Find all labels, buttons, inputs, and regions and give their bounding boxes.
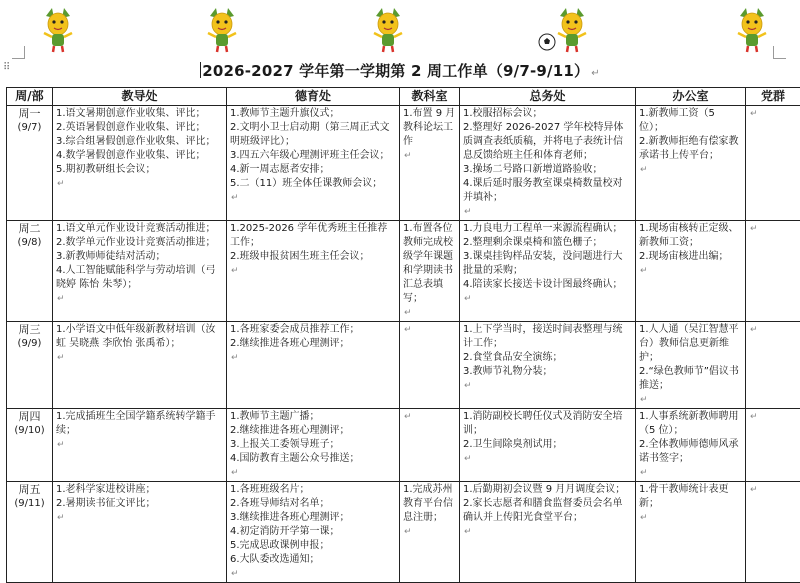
- paragraph-mark-icon: ↵: [404, 527, 412, 537]
- task-entry: 1.校服招标会议；: [463, 107, 632, 121]
- soccer-ball-icon: [536, 30, 558, 54]
- day-date: (9/11): [10, 497, 49, 511]
- col-header-admin-office: 办公室: [636, 88, 746, 106]
- day-cell: [7, 106, 53, 221]
- task-entry: 1.2025-2026 学年优秀班主任推荐工作；: [230, 222, 396, 250]
- cell-general-affairs[interactable]: [460, 409, 636, 482]
- cell-teaching[interactable]: [53, 221, 227, 322]
- cell-research[interactable]: [400, 221, 460, 322]
- col-header-party: 党群: [746, 88, 800, 106]
- task-entry: 2.各班导师结对名单；: [230, 497, 396, 511]
- task-entry: 2.食堂食品安全演练；: [463, 351, 632, 365]
- paragraph-mark-icon: ↵: [57, 179, 65, 189]
- cell-admin[interactable]: [636, 409, 746, 482]
- task-entry: 2.全体教师师德师风承诺书签字；: [639, 438, 742, 466]
- paragraph-mark-icon: ↵: [464, 294, 472, 304]
- task-entry: 1.语文单元作业设计竞赛活动推进；: [56, 222, 223, 236]
- paragraph-mark-icon: ↵: [404, 412, 412, 422]
- paragraph-mark-icon: ↵: [464, 381, 472, 391]
- task-entry: 2.新教师拒绝有偿家教承诺书上传平台；: [639, 135, 742, 163]
- corn-mascot-icon: [38, 6, 78, 54]
- day-cell: [7, 409, 53, 482]
- cell-admin[interactable]: [636, 106, 746, 221]
- task-entry: 3.四五六年级心理测评班主任会议；: [230, 149, 396, 163]
- col-header-teaching-office: 教导处: [53, 88, 227, 106]
- task-entry: 4.数学暑假创意作业收集、评比；: [56, 149, 223, 163]
- task-entry: 1.布置 9 月教科论坛工作: [403, 107, 456, 149]
- table-row: [7, 106, 800, 221]
- task-entry: 1.人事系统新教师聘用（5 位）；: [639, 410, 742, 438]
- task-entry: 1.完成苏州教育平台信息注册；: [403, 483, 456, 525]
- paragraph-mark-icon: ↵: [57, 440, 65, 450]
- task-entry: 4.陪读家长接送卡设计图最终确认；: [463, 278, 632, 292]
- cell-party[interactable]: [746, 409, 800, 482]
- cell-general-affairs[interactable]: [460, 221, 636, 322]
- day-name: 周三: [10, 323, 49, 337]
- task-entry: 4.国防教育主题公众号推送；: [230, 452, 396, 466]
- paragraph-mark-icon: ↵: [464, 527, 472, 537]
- task-entry: 1.教师节主题广播；: [230, 410, 396, 424]
- cell-research[interactable]: [400, 322, 460, 409]
- cell-party[interactable]: [746, 106, 800, 221]
- document-title: [0, 60, 800, 81]
- cell-moral[interactable]: [227, 221, 400, 322]
- task-entry: 3.教师节礼物分装；: [463, 365, 632, 379]
- paragraph-mark-icon: ↵: [231, 266, 239, 276]
- corn-mascot-icon: [552, 6, 592, 54]
- task-entry: 5.二（11）班全体任课教师会议；: [230, 177, 396, 191]
- task-entry: 1.语文暑期创意作业收集、评比；: [56, 107, 223, 121]
- paragraph-mark-icon: ↵: [464, 207, 472, 217]
- task-entry: 2.整理剩余课桌椅和篮色栅子；: [463, 236, 632, 250]
- paragraph-mark-icon: ↵: [750, 412, 758, 422]
- task-entry: 1.力良电力工程单一来源流程确认；: [463, 222, 632, 236]
- paragraph-mark-icon: ↵: [640, 513, 648, 523]
- paragraph-mark-icon: ↵: [231, 193, 239, 203]
- cell-party[interactable]: [746, 221, 800, 322]
- task-entry: 2.“绿色教师节”倡议书推送；: [639, 365, 742, 393]
- day-date: (9/7): [10, 121, 49, 135]
- day-date: (9/8): [10, 236, 49, 250]
- task-entry: 2.卫生间除臭剂试用；: [463, 438, 632, 452]
- day-name: 周四: [10, 410, 49, 424]
- task-entry: 1.教师节主题升旗仪式；: [230, 107, 396, 121]
- paragraph-mark-icon: ↵: [404, 151, 412, 161]
- day-cell: [7, 221, 53, 322]
- cell-general-affairs[interactable]: [460, 482, 636, 583]
- header-decoration-band: [0, 0, 800, 58]
- weekly-work-table: [6, 87, 800, 583]
- task-entry: 4.初定消防开学第一课；: [230, 525, 396, 539]
- task-entry: 2.文明小卫士启动期（第三周正式文明班级评比）；: [230, 121, 396, 149]
- task-entry: 2.整理好 2026-2027 学年校特异体质调查表纸质稿，并将电子表统计信息反馈给班主任和体育老师；: [463, 121, 632, 163]
- paragraph-mark-icon: ↵: [464, 454, 472, 464]
- task-entry: 1.新教师工资（5 位）；: [639, 107, 742, 135]
- task-entry: 3.综合组暑假创意作业收集、评比；: [56, 135, 223, 149]
- col-header-moral-office: 德育处: [227, 88, 400, 106]
- col-header-day: 周/部: [7, 88, 53, 106]
- table-header-row: [7, 88, 800, 106]
- cell-teaching[interactable]: [53, 106, 227, 221]
- task-entry: 3.操场二号路口新增道路验收；: [463, 163, 632, 177]
- cell-general-affairs[interactable]: [460, 106, 636, 221]
- task-entry: 1.小学语文中低年级新教材培训（汝虹 吴晓燕 李欣怡 张禹希）；: [56, 323, 223, 351]
- col-header-general-affairs: 总务处: [460, 88, 636, 106]
- paragraph-mark-icon: ↵: [404, 325, 412, 335]
- cell-moral[interactable]: [227, 482, 400, 583]
- cell-moral[interactable]: [227, 322, 400, 409]
- task-entry: 4.人工智能赋能科学与劳动培训（弓晓婷 陈怡 朱琴）；: [56, 264, 223, 292]
- task-entry: 4.新一周志愿者安排；: [230, 163, 396, 177]
- task-entry: 4.课后延时服务教室课桌椅数量校对并填补；: [463, 177, 632, 205]
- paragraph-mark-icon: ↵: [57, 294, 65, 304]
- paragraph-mark-icon: ↵: [640, 165, 648, 175]
- paragraph-mark-icon: ↵: [640, 468, 648, 478]
- cell-moral[interactable]: [227, 106, 400, 221]
- task-entry: 1.各班班级名片；: [230, 483, 396, 497]
- paragraph-mark-icon: ↵: [231, 569, 239, 579]
- paragraph-mark-icon: ↵: [404, 308, 412, 318]
- table-row: [7, 482, 800, 583]
- cell-admin[interactable]: [636, 482, 746, 583]
- day-date: (9/10): [10, 424, 49, 438]
- cell-party[interactable]: [746, 322, 800, 409]
- table-row: [7, 221, 800, 322]
- task-entry: 5.完成思政课例申报；: [230, 539, 396, 553]
- task-entry: 2.继续推进各班心理测评；: [230, 424, 396, 438]
- table-row: [7, 409, 800, 482]
- paragraph-mark-icon: ↵: [750, 325, 758, 335]
- cell-admin[interactable]: [636, 322, 746, 409]
- margin-corner-mark: [12, 46, 25, 59]
- corn-mascot-icon: [732, 6, 772, 54]
- corn-mascot-icon: [368, 6, 408, 54]
- paragraph-mark-icon: ↵: [750, 109, 758, 119]
- table-row: [7, 322, 800, 409]
- corn-mascot-icon: [202, 6, 242, 54]
- task-entry: 1.消防副校长聘任仪式及消防安全培训；: [463, 410, 632, 438]
- paragraph-mark-icon: ↵: [640, 395, 648, 405]
- task-entry: 2.数学单元作业设计竞赛活动推进；: [56, 236, 223, 250]
- paragraph-mark-icon: ↵: [231, 353, 239, 363]
- paragraph-mark-icon: ↵: [640, 266, 648, 276]
- task-entry: 1.完成插班生全国学籍系统转学籍手续；: [56, 410, 223, 438]
- paragraph-mark-icon: ↵: [57, 513, 65, 523]
- task-entry: 1.骨干教师统计表更新；: [639, 483, 742, 511]
- col-header-research-office: 教科室: [400, 88, 460, 106]
- task-entry: 6.大队委改选通知；: [230, 553, 396, 567]
- title-text: 2026-2027 学年第一学期第 2 周工作单（9/7-9/11）: [202, 62, 589, 80]
- task-entry: 5.期初教研组长会议；: [56, 163, 223, 177]
- task-entry: 1.后勤期初会议暨 9 月月调度会议；: [463, 483, 632, 497]
- cell-general-affairs[interactable]: [460, 322, 636, 409]
- task-entry: 1.各班家委会成员推荐工作；: [230, 323, 396, 337]
- cell-research[interactable]: [400, 409, 460, 482]
- table-move-handle-icon[interactable]: ⠿: [3, 63, 10, 73]
- task-entry: 2.暑期读书征文评比；: [56, 497, 223, 511]
- cell-moral[interactable]: [227, 409, 400, 482]
- paragraph-mark-icon: ↵: [591, 68, 600, 79]
- paragraph-mark-icon: ↵: [57, 353, 65, 363]
- task-entry: 2.班级申报贫困生班主任会议；: [230, 250, 396, 264]
- cell-research[interactable]: [400, 106, 460, 221]
- cell-party[interactable]: [746, 482, 800, 583]
- day-name: 周二: [10, 222, 49, 236]
- cell-research[interactable]: [400, 482, 460, 583]
- task-entry: 3.课桌挂钩样品安装，没问题进行大批量的采购；: [463, 250, 632, 278]
- paragraph-mark-icon: ↵: [750, 224, 758, 234]
- task-entry: 3.新教师师徒结对活动；: [56, 250, 223, 264]
- paragraph-mark-icon: ↵: [231, 468, 239, 478]
- margin-corner-mark: [773, 46, 786, 59]
- task-entry: 1.现场宙核转正定级、新教师工资；: [639, 222, 742, 250]
- task-entry: 2.英语暑假创意作业收集、评比；: [56, 121, 223, 135]
- cell-teaching[interactable]: [53, 482, 227, 583]
- day-cell: [7, 322, 53, 409]
- day-cell: [7, 482, 53, 583]
- cell-teaching[interactable]: [53, 322, 227, 409]
- task-entry: 2.现场宙核进出编；: [639, 250, 742, 264]
- task-entry: 3.上报关工委领导班子；: [230, 438, 396, 452]
- cell-admin[interactable]: [636, 221, 746, 322]
- day-date: (9/9): [10, 337, 49, 351]
- task-entry: 3.继续推进各班心理测评；: [230, 511, 396, 525]
- task-entry: 2.继续推进各班心理测评；: [230, 337, 396, 351]
- day-name: 周一: [10, 107, 49, 121]
- day-name: 周五: [10, 483, 49, 497]
- task-entry: 1.上下学当时，接送时间表整理与统计工作；: [463, 323, 632, 351]
- task-entry: 2.家长志愿者和膳食监督委员会名单确认并上传阳光食堂平台；: [463, 497, 632, 525]
- cell-teaching[interactable]: [53, 409, 227, 482]
- task-entry: 1.人人通（吴江智慧平台）教师信息更新维护；: [639, 323, 742, 365]
- task-entry: 1.布置各位教师完成校级学年课题和学期读书汇总表填写；: [403, 222, 456, 306]
- task-entry: 1.老科学家进校讲座；: [56, 483, 223, 497]
- paragraph-mark-icon: ↵: [750, 485, 758, 495]
